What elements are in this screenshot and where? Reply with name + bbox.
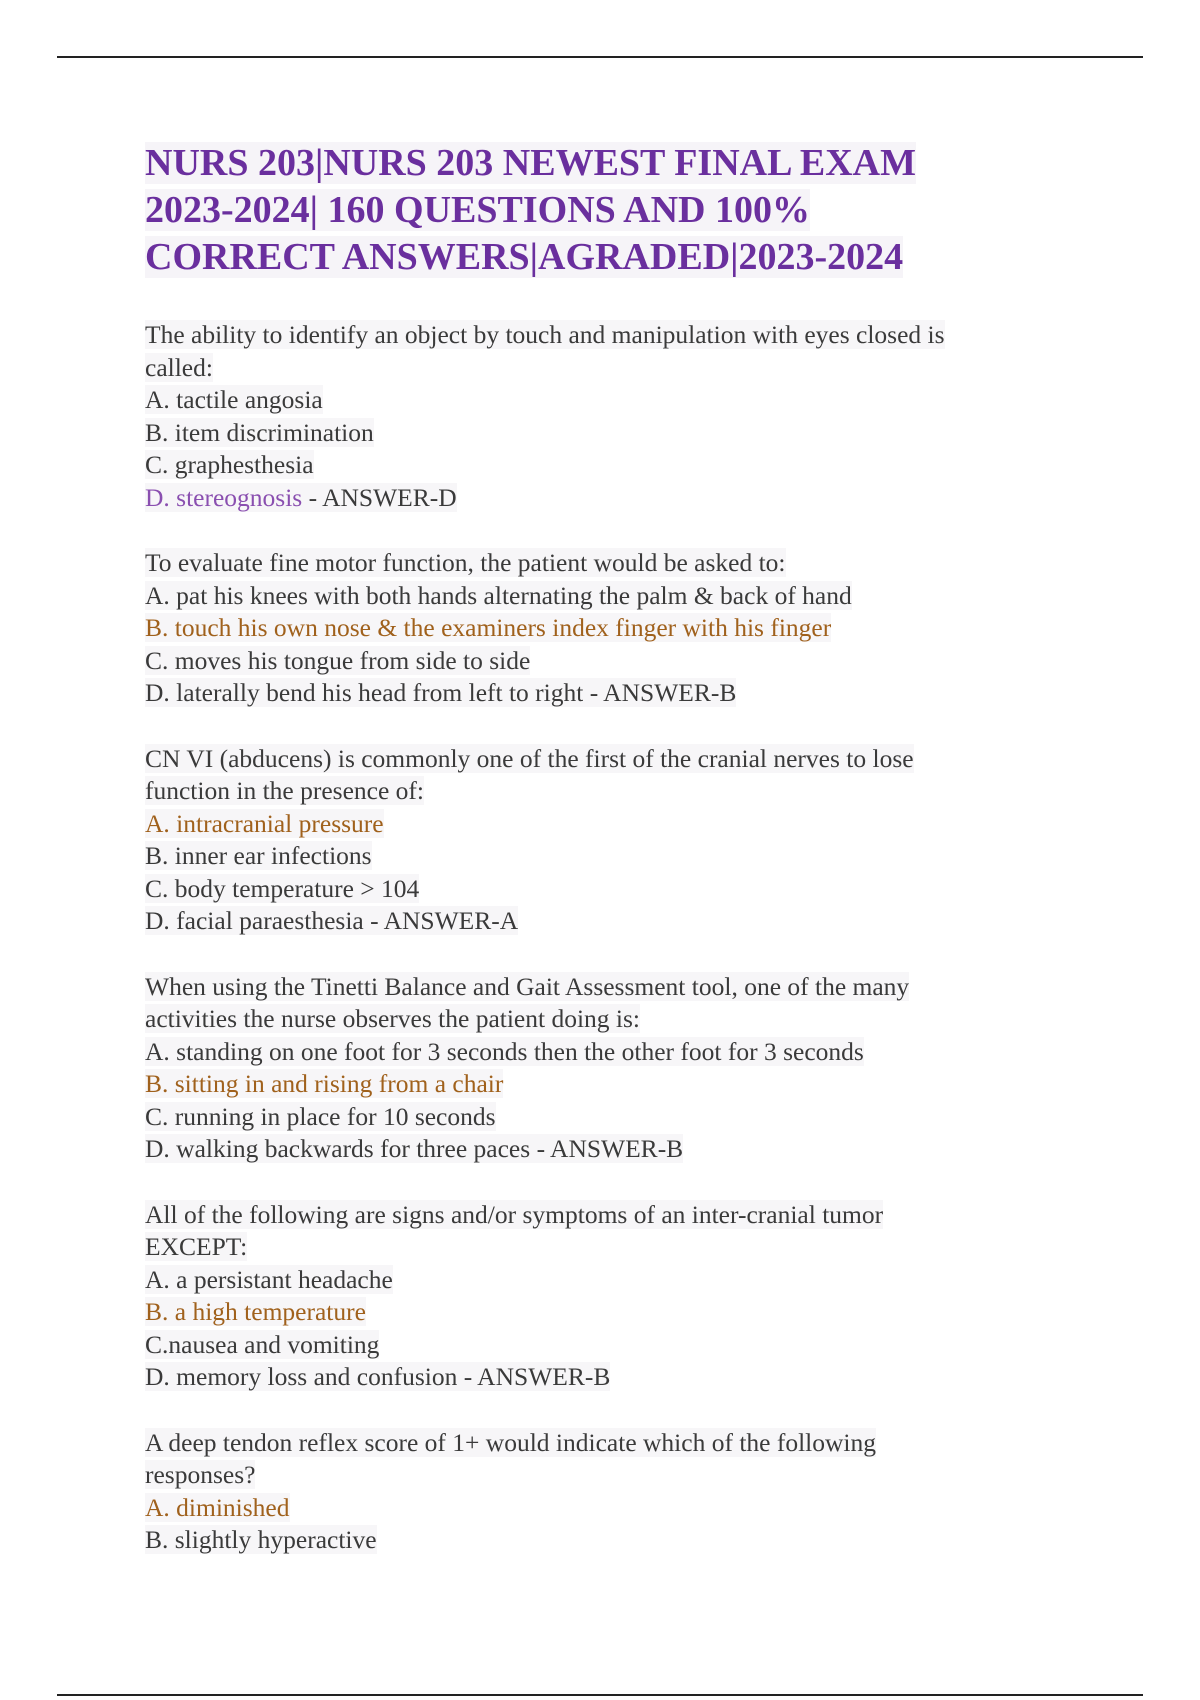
title-line: CORRECT ANSWERS|AGRADED|2023-2024 [145,236,904,278]
option-b [145,1068,1075,1101]
option-d: D. facial paraesthesia - ANSWER-A [145,906,519,935]
question-stem: To evaluate fine motor function, the patient would be asked to: [145,548,786,577]
correct-option: B. touch his own nose & the examiners index finger with his finger [145,613,832,642]
title-line: NURS 203|NURS 203 NEWEST FINAL EXAM [145,142,916,184]
answer-key: - ANSWER-A [363,906,519,935]
document-body [145,140,1075,1590]
question-stem: activities the nurse observes the patient doing is: [145,1004,641,1033]
question-stem: function in the presence of: [145,776,424,805]
answer-key: - ANSWER-B [530,1134,684,1163]
option-a [145,808,1075,841]
option-c: C. graphesthesia [145,450,314,479]
correct-option: A. intracranial pressure [145,808,384,838]
answer-key: - ANSWER-D [302,482,457,512]
question-stem: CN VI (abducens) is commonly one of the first of the cranial nerves to lose [145,743,914,773]
option-b: B. item discrimination [145,417,374,447]
option-c: C. moves his tongue from side to side [145,645,531,675]
question-stem: responses? [145,1460,256,1489]
question-2 [145,547,1075,710]
question-3 [145,743,1075,938]
option-c: C. body temperature > 104 [145,873,420,903]
option-d: D. laterally bend his head from left to right - ANSWER-B [145,678,737,707]
question-stem: When using the Tinetti Balance and Gait Assessment tool, one of the many [145,971,910,1001]
option-b: B. inner ear infections [145,841,372,870]
option-b [145,612,1075,645]
option-a: A. standing on one foot for 3 seconds then the other foot for 3 seconds [145,1036,864,1066]
question-stem: called: [145,352,213,382]
option-a [145,1492,1075,1525]
question-5 [145,1199,1075,1394]
option-d: D. memory loss and confusion - ANSWER-B [145,1362,611,1391]
option-d: D. walking backwards for three paces - ANSWER-B [145,1134,684,1163]
correct-option: A. diminished [145,1492,290,1522]
option-c: C.nausea and vomiting [145,1329,380,1359]
correct-option: D. stereognosis [145,482,303,512]
bottom-rule [57,1694,1143,1696]
question-4 [145,971,1075,1166]
question-stem: EXCEPT: [145,1232,248,1261]
correct-option: B. sitting in and rising from a chair [145,1069,504,1098]
option-d [145,482,1075,515]
title-line: 2023-2024| 160 QUESTIONS AND 100% [145,189,810,231]
question-6 [145,1427,1075,1557]
option-b: B. slightly hyperactive [145,1525,377,1554]
question-1 [145,319,1075,514]
top-rule [57,56,1143,58]
answer-key: - ANSWER-B [583,678,737,707]
answer-key: - ANSWER-B [457,1362,611,1391]
option-a: A. a persistant headache [145,1264,393,1294]
question-stem: The ability to identify an object by touch and manipulation with eyes closed is [145,320,945,349]
correct-option: B. a high temperature [145,1297,366,1326]
document-title [145,140,1075,281]
question-stem: All of the following are signs and/or symptoms of an inter-cranial tumor [145,1199,884,1229]
option-a: A. tactile angosia [145,385,323,414]
option-a: A. pat his knees with both hands alternating the palm & back of hand [145,580,852,610]
option-b [145,1296,1075,1329]
option-c: C. running in place for 10 seconds [145,1101,496,1131]
question-stem: A deep tendon reflex score of 1+ would indicate which of the following [145,1427,877,1457]
